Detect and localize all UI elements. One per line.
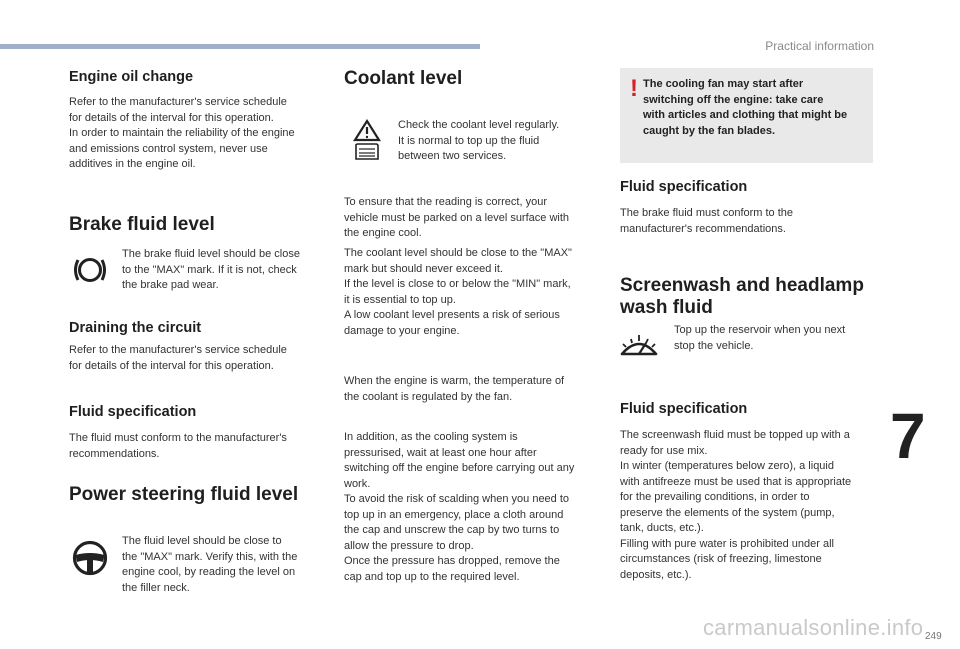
steering-wheel-icon [70,538,110,583]
engine-oil-body: Refer to the manufacturer's service schedule for details of the interval for this operation. In order to maintain the reliability of the engine and emissions control system, never use additives in the engine oil. [69,96,295,170]
screenwash-spec-title: Fluid specification [620,401,748,417]
coolant-p2: The coolant level should be close to the "MAX" mark but should never exceed it. If the level is close to or below the "MIN" mark, it is essential to top up. A low coolant level presents a risk of serious damage to your engine. [344,247,572,337]
washer-fluid-icon [618,326,660,367]
draining-title: Draining the circuit [69,320,202,336]
brake-fluid-spec-title: Fluid specification [620,179,748,195]
brake-fluid-body: The brake fluid level should be close to the "MAX" mark. If it is not, check the brake pad wear. [122,248,300,291]
section-title: Practical information [765,39,874,53]
page-number: 249 [925,631,942,642]
header-rule [0,44,480,49]
coolant-p1: To ensure that the reading is correct, your vehicle must be parked on a level surface with the engine cool. [344,196,570,239]
engine-oil-title: Engine oil change [69,69,194,85]
warning-text: The cooling fan may start after switching off the engine: take care with articles and clothing that might be caught by the fan blades. [643,78,848,137]
watermark: carmanualsonline.info [703,615,924,640]
fluid-spec-body: The fluid must conform to the manufacturer's recommendations. [69,432,287,460]
warning-box [620,68,873,163]
brake-fluid-spec-body: The brake fluid must conform to the manufacturer's recommendations. [620,207,794,235]
brake-fluid-title: Brake fluid level [69,214,215,235]
coolant-p4: In addition, as the cooling system is pressurised, wait at least one hour after switching off the engine before carrying out any work. To avoid the risk of scalding when you need to top up in an emergency, place a cloth around the cap and unscrew the cap by two turns to allow the pressure to drop. Once the pressure has dropped, remove the cap and top up to the required level. [344,431,575,583]
coolant-title: Coolant level [344,68,463,89]
draining-body: Refer to the manufacturer's service schedule for details of the interval for this operation. [69,344,287,372]
screenwash-body: Top up the reservoir when you next stop the vehicle. [674,324,846,352]
chapter-number: 7 [890,400,926,472]
screenwash-title: Screenwash and headlamp wash fluid [620,275,864,318]
brake-warning-icon [72,255,108,290]
warning-icon: ! [630,75,638,102]
fluid-spec-title: Fluid specification [69,404,197,420]
power-steering-title: Power steering fluid level [69,484,299,505]
coolant-p3: When the engine is warm, the temperature of the coolant is regulated by the fan. [344,375,565,403]
coolant-intro: Check the coolant level regularly. It is normal to top up the fluid between two services. [398,119,560,162]
screenwash-spec-body: The screenwash fluid must be topped up with a ready for use mix. In winter (temperatures below zero), a liquid with antifreeze must be used that is appropriate for the prevailing conditions, in order to preserve the elements of the system (pump, tank, ducts, etc.). Filling with pure water is prohibited under all circumstances (risk of freezing, limestone deposits, etc.). [620,429,852,581]
power-steering-body: The fluid level should be close to the "MAX" mark. Verify this, with the engine cool, by reading the level on the filler neck. [122,535,298,594]
coolant-warning-icon [352,118,382,167]
